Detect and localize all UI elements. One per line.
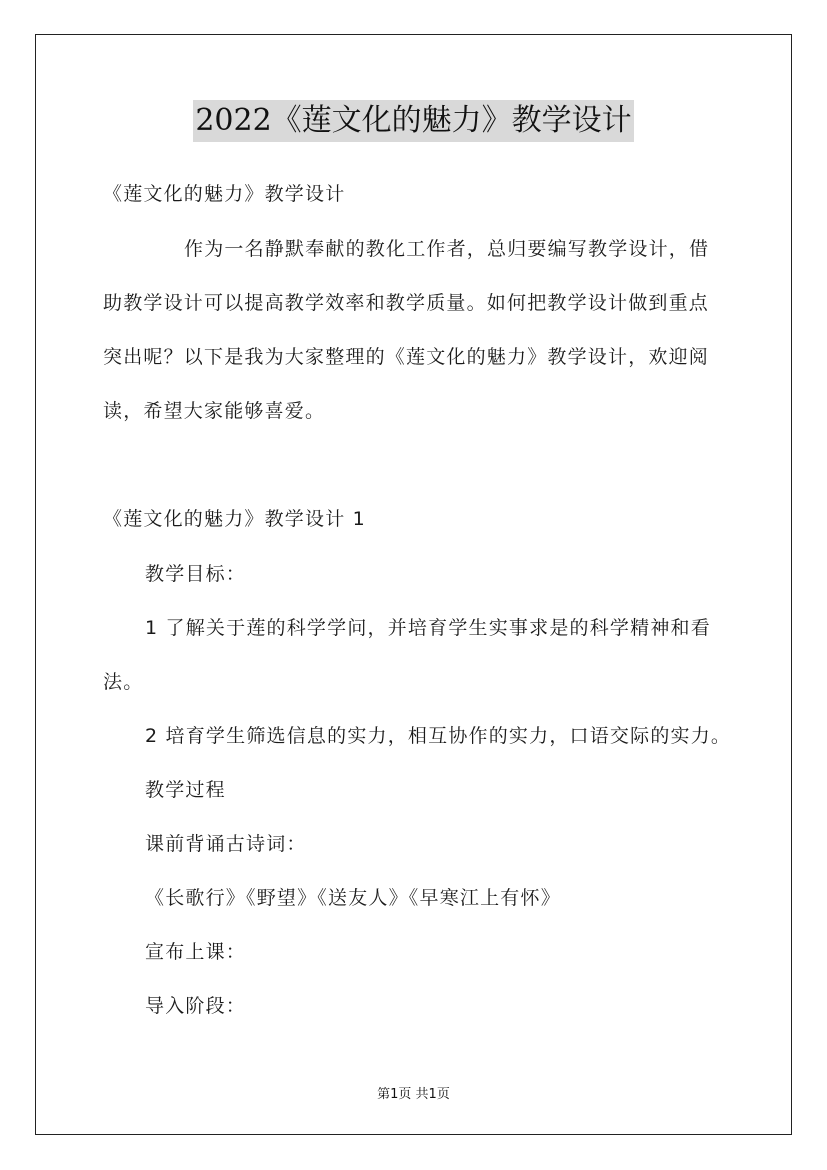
goals-label: 教学目标： xyxy=(145,563,247,585)
intro-stage-label: 导入阶段： xyxy=(145,995,247,1017)
poems-list: 《长歌行》《野望》《送友人》《早寒江上有怀》 xyxy=(145,887,561,909)
intro-line-1: 作为一名静默奉献的教化工作者，总归要编写教学设计，借 xyxy=(184,238,710,260)
goal-1-line-2: 法。 xyxy=(103,671,144,693)
goal-2: 2 培育学生筛选信息的实力，相互协作的实力，口语交际的实力。 xyxy=(145,725,732,747)
document-title xyxy=(0,100,827,142)
process-label: 教学过程 xyxy=(145,779,226,801)
pre-class-label: 课前背诵古诗词： xyxy=(145,833,307,855)
intro-line-2: 助教学设计可以提高教学效率和教学质量。如何把教学设计做到重点 xyxy=(103,292,710,314)
goal-1-line-1: 1 了解关于莲的科学学问，并培育学生实事求是的科学精神和看 xyxy=(145,617,711,639)
section-title: 《莲文化的魅力》教学设计 1 xyxy=(103,508,366,530)
intro-line-4: 读，希望大家能够喜爱。 xyxy=(103,400,326,422)
document-title-text: 2022《莲文化的魅力》教学设计 xyxy=(193,100,633,142)
intro-line-3: 突出呢？以下是我为大家整理的《莲文化的魅力》教学设计，欢迎阅 xyxy=(103,346,710,368)
page-footer: 第1页 共1页 xyxy=(377,1087,450,1102)
subtitle: 《莲文化的魅力》教学设计 xyxy=(103,183,346,205)
announce-label: 宣布上课： xyxy=(145,941,247,963)
